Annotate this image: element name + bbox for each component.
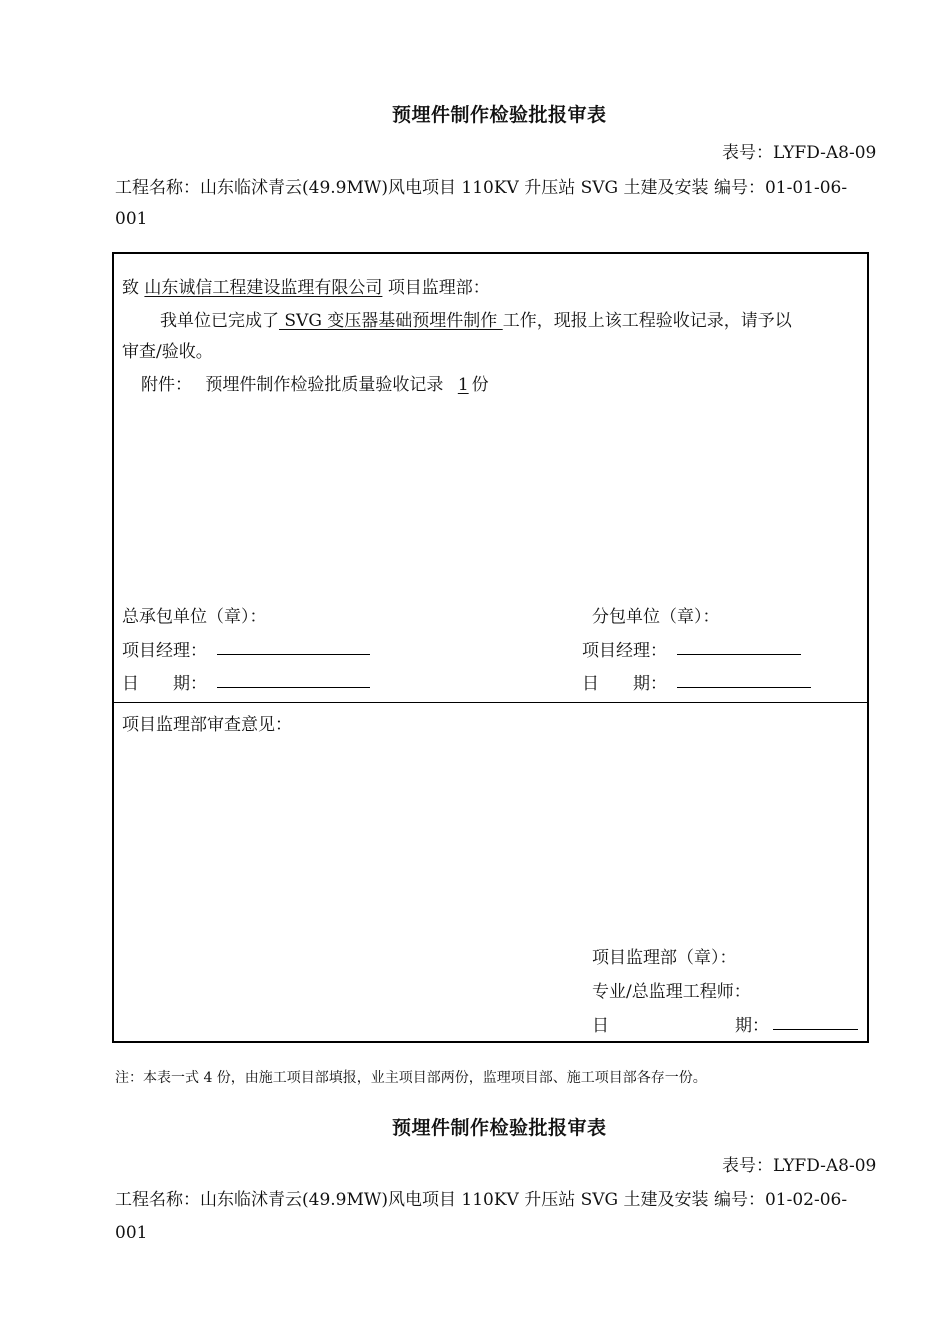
gc-project-manager-signature-line[interactable] <box>217 654 370 655</box>
section-divider <box>113 702 868 703</box>
table-number-2: 表号：LYFD-A8-09 <box>722 1156 877 1176</box>
supervision-company: 山东诚信工程建设监理有限公司 <box>144 278 383 298</box>
attachment-unit: 份 <box>471 375 489 395</box>
attachment-label: 附件： <box>141 375 192 395</box>
form-title-2: 预埋件制作检验批报审表 <box>392 1117 607 1139</box>
review-date-qi: 期： <box>735 1016 769 1036</box>
general-contractor-seal: 总承包单位（章）： <box>122 607 267 627</box>
chief-engineer-label: 专业/总监理工程师： <box>592 982 751 1002</box>
gc-project-manager-label: 项目经理： <box>122 641 207 661</box>
addressee-suffix: 项目监理部： <box>387 278 490 298</box>
review-date-line[interactable] <box>773 1029 858 1030</box>
body-prefix: 我单位已完成了 <box>160 311 279 331</box>
project-number-continuation-2: 001 <box>115 1223 148 1243</box>
addressee-line <box>122 273 490 298</box>
body-suffix: 工作，现报上该工程验收记录，请予以 <box>502 311 792 331</box>
project-name-line: 工程名称：山东临沭青云(49.9MW)风电项目 110KV 升压站 SVG 土建及安装 编号：01-01-06- <box>115 178 848 198</box>
review-date-ri: 日 <box>592 1016 609 1036</box>
body-line-1 <box>160 306 792 331</box>
project-name-line-2: 工程名称：山东临沭青云(49.9MW)风电项目 110KV 升压站 SVG 土建及安装 编号：01-02-06- <box>115 1190 848 1210</box>
supervision-seal-label: 项目监理部（章）： <box>592 948 737 968</box>
form-note: 注：本表一式 4 份，由施工项目部填报，业主项目部两份，监理项目部、施工项目部各存一份。 <box>115 1070 707 1086</box>
attachment-count: 1 <box>457 375 469 395</box>
addressee-prefix: 致 <box>122 278 139 298</box>
project-number-continuation: 001 <box>115 209 148 229</box>
sub-date-line[interactable] <box>677 687 811 688</box>
attachment-text: 预埋件制作检验批质量验收记录 <box>205 375 444 395</box>
completed-work: SVG 变压器基础预埋件制作 <box>279 311 503 331</box>
sub-project-manager-signature-line[interactable] <box>677 654 801 655</box>
form-title: 预埋件制作检验批报审表 <box>392 104 607 126</box>
review-opinion-label: 项目监理部审查意见： <box>122 715 292 735</box>
gc-date-label: 日 期： <box>122 674 207 694</box>
gc-date-line[interactable] <box>217 687 370 688</box>
body-line-2: 审查/验收。 <box>122 342 213 362</box>
subcontractor-seal: 分包单位（章）： <box>592 607 720 627</box>
sub-project-manager-label: 项目经理： <box>582 641 667 661</box>
table-number: 表号：LYFD-A8-09 <box>722 143 877 163</box>
sub-date-label: 日 期： <box>582 674 667 694</box>
attachment-line <box>141 370 489 395</box>
